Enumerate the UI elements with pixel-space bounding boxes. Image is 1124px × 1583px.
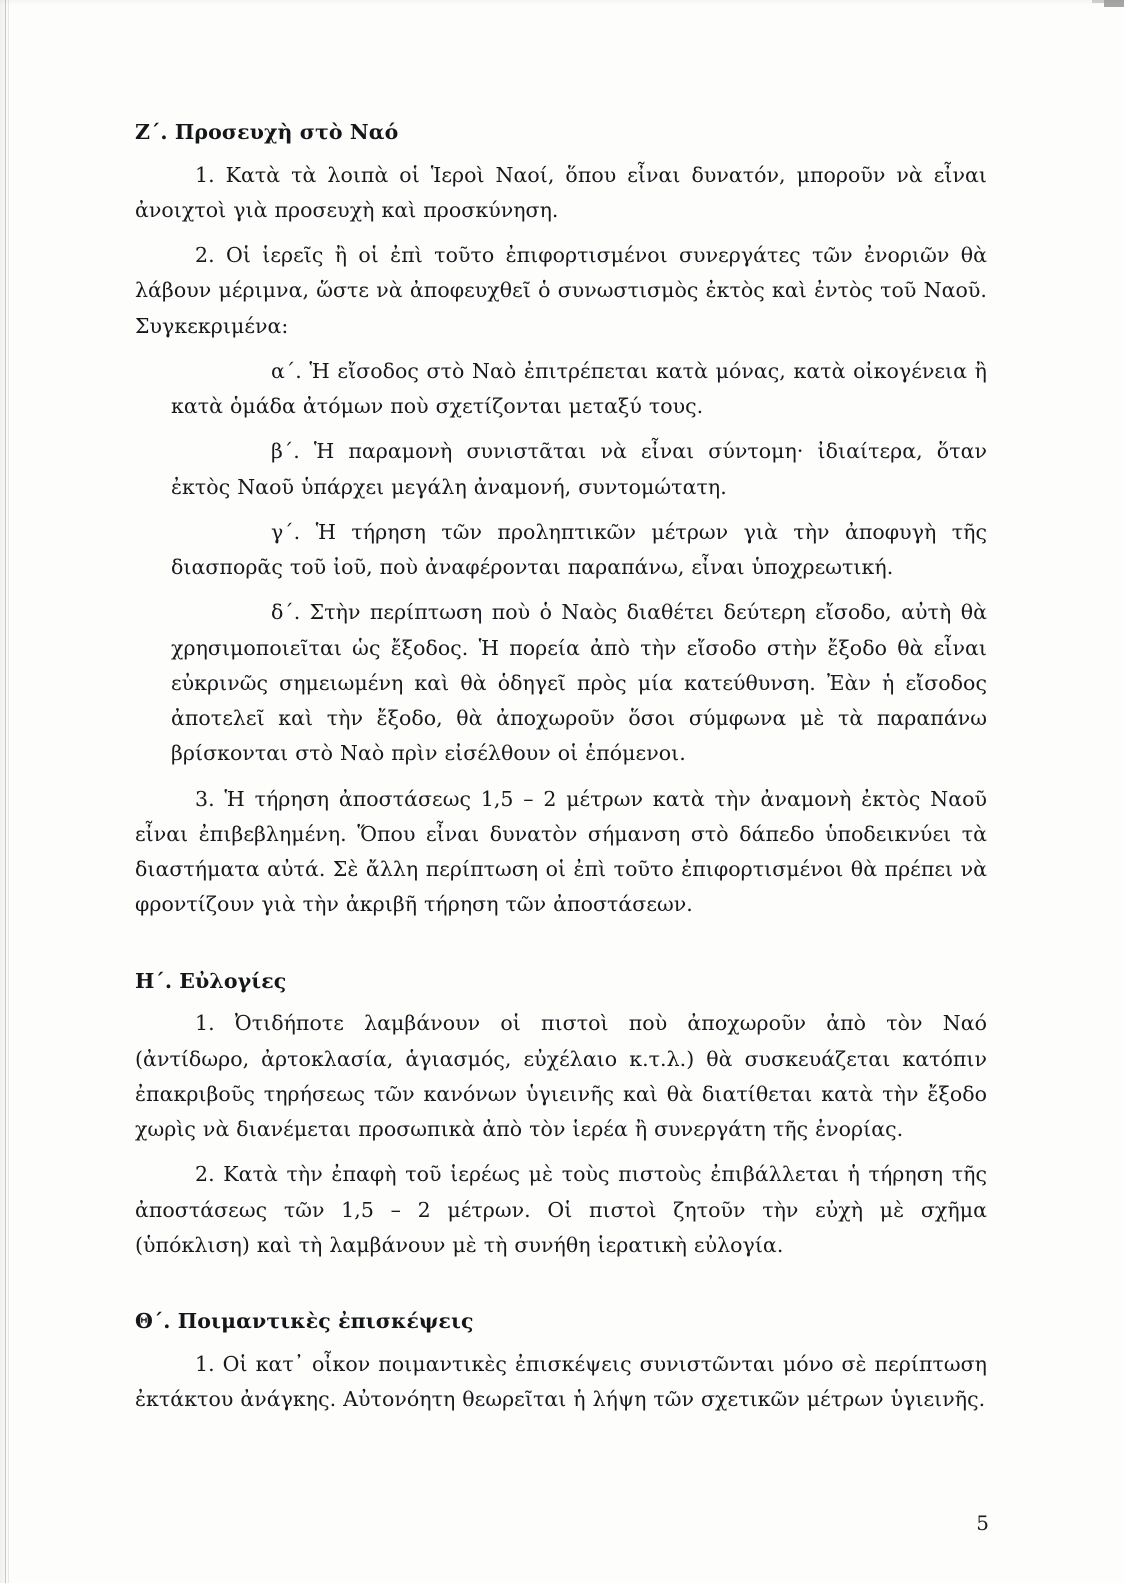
sub-paragraph-delta: δ΄. Στὴν περίπτωση ποὺ ὁ Ναὸς διαθέτει δεύτερη εἴσοδο, αὐτὴ θὰ χρησιμοποιεῖται ὡς ἔξοδος. Ἡ πορεία ἀπὸ τὴν εἴσοδο στὴν ἔξοδο θὰ εἶναι εὐκρινῶς σημειωμένη καὶ θὰ ὁδηγεῖ πρὸς μία κατεύθυνση. Ἐὰν ἡ εἴσοδος ἀποτελεῖ καὶ τὴν ἔξοδο, θὰ ἀποχωροῦν ὅσοι σύμφωνα μὲ τὰ παραπάνω βρίσκονται στὸ Ναὸ πρὶν εἰσέλθουν οἱ ἑπόμενοι. xyxy=(171,600,987,766)
page-content xyxy=(135,120,987,1417)
paragraph: 1. Οἱ κατ᾽ οἶκον ποιμαντικὲς ἐπισκέψεις συνιστῶνται μόνο σὲ περίπτωση ἐκτάκτου ἀνάγκης. Αὐτονόητη θεωρεῖται ἡ λήψη τῶν σχετικῶν μέτρων ὑγιεινῆς. xyxy=(135,1351,987,1411)
paragraph: 3. Ἡ τήρηση ἀποστάσεως 1,5 – 2 μέτρων κατὰ τὴν ἀναμονὴ ἐκτὸς Ναοῦ εἶναι ἐπιβεβλημένη. Ὅπου εἶναι δυνατὸν σήμανση στὸ δάπεδο ὑποδεικνύει τὰ διαστήματα αὐτά. Σὲ ἄλλη περίπτωση οἱ ἐπὶ τοῦτο ἐπιφορτισμένοι θὰ πρέπει νὰ φροντίζουν γιὰ τὴν ἀκριβῆ τήρηση τῶν ἀποστάσεων. xyxy=(135,786,987,917)
scan-edge-artifact-left xyxy=(5,0,6,1583)
sub-paragraph-beta: β΄. Ἡ παραμονὴ συνιστᾶται νὰ εἶναι σύντομη· ἰδιαίτερα, ὅταν ἐκτὸς Ναοῦ ὑπάρχει μεγάλη ἀναμονή, συντομώτατη. xyxy=(171,439,987,499)
page-number: 5 xyxy=(976,1511,989,1535)
sub-paragraph-alpha: α΄. Ἡ εἴσοδος στὸ Ναὸ ἐπιτρέπεται κατὰ μόνας, κατὰ οἰκογένεια ἢ κατὰ ὁμάδα ἀτόμων ποὺ σχετίζονται μεταξύ τους. xyxy=(171,358,987,419)
section-heading-eta: Η΄. Εὐλογίες xyxy=(135,968,287,993)
scan-edge-artifact-top-right xyxy=(1104,0,1124,7)
scan-edge-artifact-left-secondary xyxy=(8,0,9,1583)
paragraph: 1. Ὀτιδήποτε λαμβάνουν οἱ πιστοὶ ποὺ ἀποχωροῦν ἀπὸ τὸν Ναό (ἀντίδωρο, ἀρτοκλασία, ἁγιασμός, εὐχέλαιο κ.τ.λ.) θὰ συσκευάζεται κατόπιν ἐπακριβοῦς τηρήσεως τῶν κανόνων ὑγιεινῆς καὶ θὰ διατίθεται κατὰ τὴν ἔξοδο χωρὶς νὰ διανέμεται προσωπικὰ ἀπὸ τὸν ἱερέα ἢ συνεργάτη τῆς ἐνορίας. xyxy=(135,1011,987,1141)
scan-edge-artifact-top-right-secondary xyxy=(1092,0,1104,3)
sub-paragraph-gamma: γ΄. Ἡ τήρηση τῶν προληπτικῶν μέτρων γιὰ τὴν ἀποφυγὴ τῆς διασπορᾶς τοῦ ἰοῦ, ποὺ ἀναφέρονται παραπάνω, εἶναι ὑποχρεωτική. xyxy=(171,519,987,580)
paragraph: 2. Κατὰ τὴν ἐπαφὴ τοῦ ἱερέως μὲ τοὺς πιστοὺς ἐπιβάλλεται ἡ τήρηση τῆς ἀποστάσεως τῶν 1,5 – 2 μέτρων. Οἱ πιστοὶ ζητοῦν τὴν εὐχὴ μὲ σχῆμα (ὑπόκλιση) καὶ τὴ λαμβάνουν μὲ τὴ συνήθη ἱερατικὴ εὐλογία. xyxy=(135,1162,987,1257)
paragraph: 1. Κατὰ τὰ λοιπὰ οἱ Ἱεροὶ Ναοί, ὅπου εἶναι δυνατόν, μποροῦν νὰ εἶναι ἀνοιχτοὶ γιὰ προσευχὴ καὶ προσκύνηση. xyxy=(135,162,987,222)
section-heading-zeta: Ζ΄. Προσευχὴ στὸ Ναό xyxy=(135,120,399,144)
paragraph: 2. Οἱ ἱερεῖς ἢ οἱ ἐπὶ τοῦτο ἐπιφορτισμένοι συνεργάτες τῶν ἐνοριῶν θὰ λάβουν μέριμνα, ὥστε νὰ ἀποφευχθεῖ ὁ συνωστισμὸς ἐκτὸς καὶ ἐντὸς τοῦ Ναοῦ. Συγκεκριμένα: xyxy=(135,243,987,338)
section-heading-theta: Θ΄. Ποιμαντικὲς ἐπισκέψεις xyxy=(135,1309,474,1333)
